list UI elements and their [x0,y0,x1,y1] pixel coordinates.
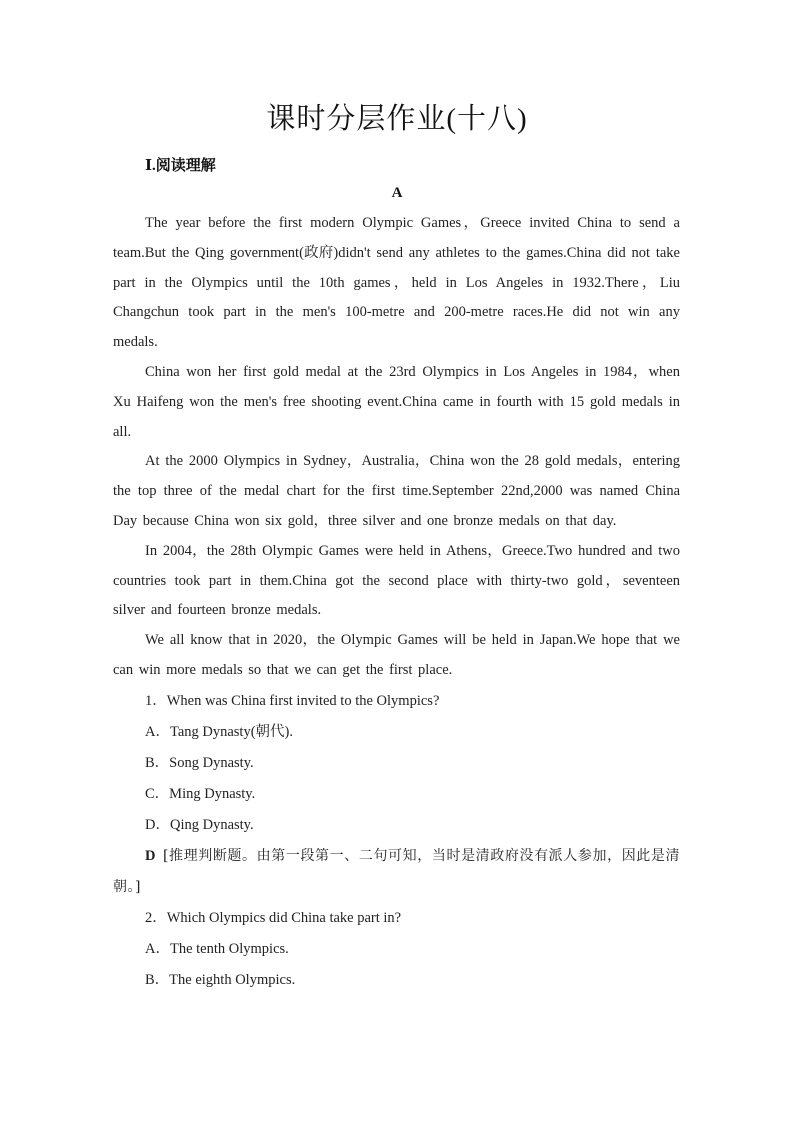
question-1-answer [113,841,680,903]
passage-body [113,209,680,996]
question-2-option-a: A．The tenth Olympics. [145,940,289,957]
question-1-option-c: C．Ming Dynasty. [145,785,256,802]
answer-explanation: [推理判断题。由第一段第一、二句可知，当时是清政府没有派人参加，因此是清朝。] [113,847,681,895]
passage-paragraph-2: China won her first gold medal at the 23rd Olympics in Los Angeles in 1984，when Xu Haifeng won the men's free shooting event.China came in fourth with 15 gold medals in all. [113,363,680,440]
question-1: 1．When was China first invited to the Olympics? [145,692,440,709]
section-heading: Ⅰ.阅读理解 [145,158,216,174]
question-2: 2．Which Olympics did China take part in? [145,909,402,926]
answer-letter: D [145,847,156,864]
passage-paragraph-5: We all know that in 2020，the Olympic Games will be held in Japan.We hope that we can win more medals so that we can get the first place. [113,632,680,678]
question-1-option-a: A．Tang Dynasty(朝代). [145,723,293,740]
question-1-option-b: B．Song Dynasty. [145,754,254,771]
passage-paragraph-3: At the 2000 Olympics in Sydney，Australia，China won the 28 gold medals，entering the top three of the medal chart for the first time.September 22nd,2000 was named China Day because China won six gold，three silver and one bronze medals on that day. [113,453,680,529]
question-1-option-d: D．Qing Dynasty. [145,816,254,833]
passage-label: A [391,185,403,201]
passage-paragraph-4: In 2004，the 28th Olympic Games were held in Athens，Greece.Two hundred and two countries took part in them.China got the second place with thirty-two gold，seventeen silver and fourteen bronze medals. [113,542,680,619]
question-2-option-b: B．The eighth Olympics. [145,971,296,988]
passage-paragraph-1: The year before the first modern Olympic Games，Greece invited China to send a team.But the Qing government(政府)didn't send any athletes to the games.China did not take part in the Olympics until the 10th games，held in Los Angeles in 1932.There，Liu Changchun took part in the men's 100-metre and 200-metre races.He did not win any medals. [113,215,680,351]
page-title: 课时分层作业(十八) [266,103,528,135]
